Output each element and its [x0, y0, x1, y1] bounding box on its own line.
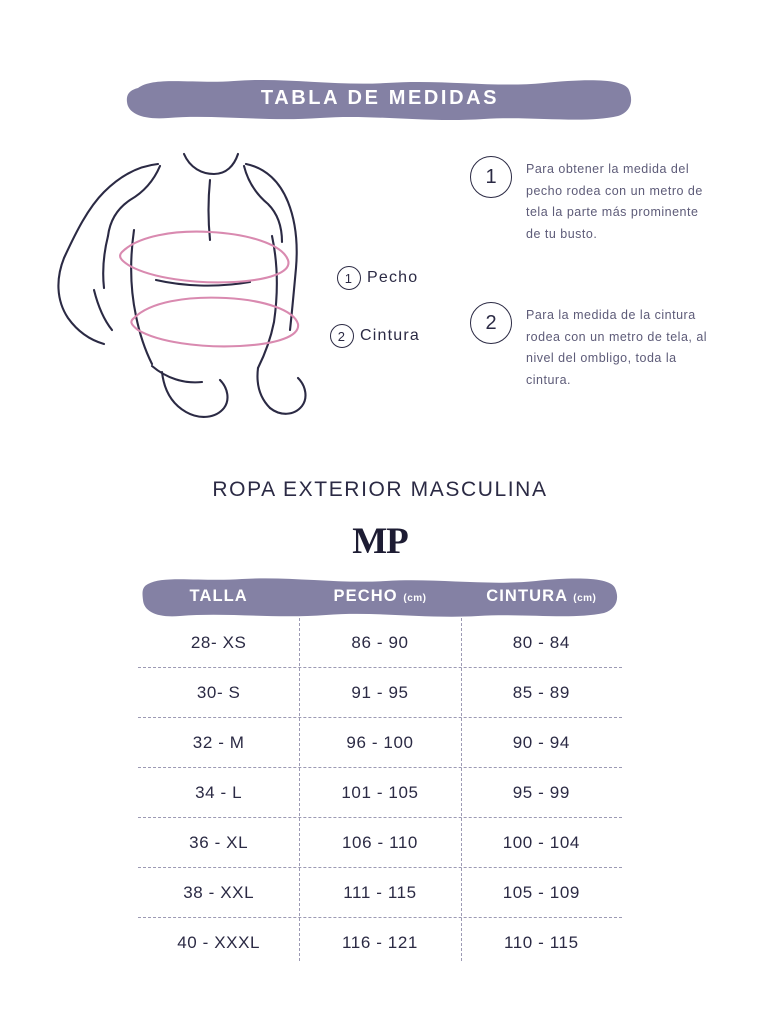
step-1-badge: 1 [470, 156, 512, 198]
table-row [138, 768, 622, 818]
table-row [138, 868, 622, 918]
column-header-pecho-unit: (cm) [403, 592, 427, 604]
male-torso-measure-illustration [34, 140, 364, 430]
cell-pecho: 106 - 110 [342, 832, 418, 852]
cell-talla: 34 - L [195, 782, 243, 802]
waist-marker-label: Cintura [360, 327, 420, 344]
cell-pecho: 86 - 90 [351, 632, 409, 652]
cell-pecho: 91 - 95 [351, 682, 409, 702]
banner-title: TABLA DE MEDIDAS [260, 86, 500, 109]
instruction-step-2 [470, 302, 711, 391]
column-header-cintura: CINTURA (cm) [486, 586, 597, 605]
cell-talla: 32 - M [192, 732, 245, 752]
table-row [138, 718, 622, 768]
column-header-pecho: PECHO (cm) [333, 586, 427, 605]
table-row [138, 668, 622, 718]
table-header-band [138, 574, 622, 618]
step-1-text: Para obtener la medida del pecho rodea con un metro de tela la parte más prominente de tu busto. [526, 162, 703, 241]
cell-pecho: 101 - 105 [341, 782, 419, 802]
cell-talla: 38 - XXL [183, 882, 255, 902]
brand-logo: MP [352, 521, 408, 562]
cell-cintura: 110 - 115 [503, 932, 579, 952]
table-body [138, 618, 622, 967]
cell-talla: 36 - XL [189, 832, 249, 852]
chest-marker-label: Pecho [367, 269, 419, 286]
waist-marker-number: 2 [330, 324, 354, 348]
column-header-talla: TALLA [189, 586, 248, 605]
cell-cintura: 90 - 94 [512, 732, 570, 752]
title-banner [124, 74, 636, 122]
cell-pecho: 96 - 100 [346, 732, 414, 752]
instruction-step-1 [470, 156, 711, 245]
cell-talla: 30- S [196, 682, 241, 702]
table-row [138, 618, 622, 668]
table-row [138, 818, 622, 868]
cell-cintura: 105 - 109 [502, 882, 580, 902]
torso-label-waist [330, 324, 420, 348]
chest-marker-number: 1 [337, 266, 361, 290]
cell-pecho: 116 - 121 [342, 932, 418, 952]
table-row [138, 918, 622, 967]
size-table [138, 574, 622, 967]
cell-cintura: 80 - 84 [512, 632, 570, 652]
cell-cintura: 85 - 89 [512, 682, 570, 702]
chest-tape-line [120, 232, 288, 283]
cell-talla: 28- XS [190, 632, 247, 652]
cell-cintura: 100 - 104 [502, 832, 580, 852]
step-2-badge: 2 [470, 302, 512, 344]
cell-pecho: 111 - 115 [343, 882, 417, 902]
column-header-cintura-unit: (cm) [573, 592, 597, 604]
cell-cintura: 95 - 99 [512, 782, 570, 802]
torso-label-chest [337, 266, 418, 290]
step-2-text: Para la medida de la cintura rodea con un metro de tela, al nivel del ombligo, toda la cintura. [526, 308, 708, 387]
section-title: ROPA EXTERIOR MASCULINA [212, 478, 548, 501]
cell-talla: 40 - XXXL [177, 932, 261, 952]
